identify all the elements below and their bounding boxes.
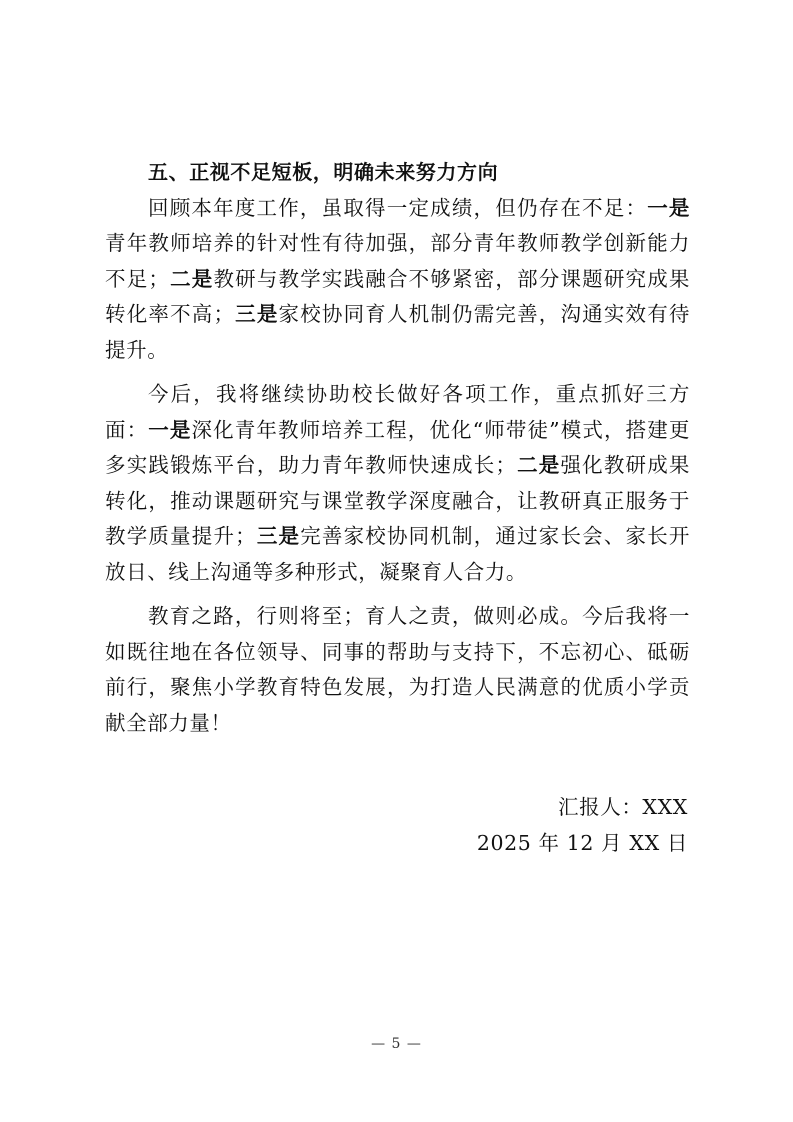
point-text: 家校协同育人机制仍需完善，沟通实效有待提升。 <box>105 302 690 362</box>
point-text: 完善家校协同机制，通过家长会、家长开放日、线上沟通等多种形式，凝聚育人合力。 <box>105 524 690 584</box>
page-number: — 5 — <box>371 1036 422 1052</box>
point-text: 深化青年教师培养工程，优化“师带徒”模式，搭建更多实践锻炼平台，助力青年教师快速成长； <box>105 417 691 477</box>
signature-block <box>477 790 688 861</box>
paragraph-conclusion: 教育之路，行则将至；育人之责，做则必成。今后我将一如既往地在各位领导、同事的帮助与支持下，不忘初心、砥砺前行，聚焦小学教育特色发展，为打造人民满意的优质小学贡献全部力量！ <box>105 604 690 735</box>
point-text: 教研与教学实践融合不够紧密，部分课题研究成果转化率不高； <box>105 266 690 326</box>
point-text: 青年教师培养的针对性有待加强，部分青年教师教学创新能力不足； <box>105 231 690 291</box>
keyword-third: 三是 <box>234 302 279 326</box>
keyword-first: 一是 <box>148 417 192 442</box>
report-date: 2025 年 12 月 XX 日 <box>476 830 688 855</box>
section-heading: 五、正视不足短板，明确未来努力方向 <box>148 160 499 184</box>
paragraph-intro: 回顾本年度工作，虽取得一定成绩，但仍存在不足： <box>148 195 648 220</box>
document-body <box>105 155 690 741</box>
keyword-second: 二是 <box>169 266 214 291</box>
reporter-name: 汇报人：XXX <box>558 795 688 819</box>
keyword-second: 二是 <box>516 453 561 477</box>
keyword-third: 三是 <box>256 524 301 548</box>
paragraph-plans <box>105 377 690 590</box>
point-text: 强化教研成果转化，推动课题研究与课堂教学深度融合，让教研真正服务于教学质量提升； <box>105 453 690 548</box>
paragraph-shortcomings <box>105 191 690 369</box>
paragraph-intro: 今后，我将继续协助校长做好各项工作，重点抓好三方面： <box>105 382 690 442</box>
keyword-first: 一是 <box>647 195 690 220</box>
